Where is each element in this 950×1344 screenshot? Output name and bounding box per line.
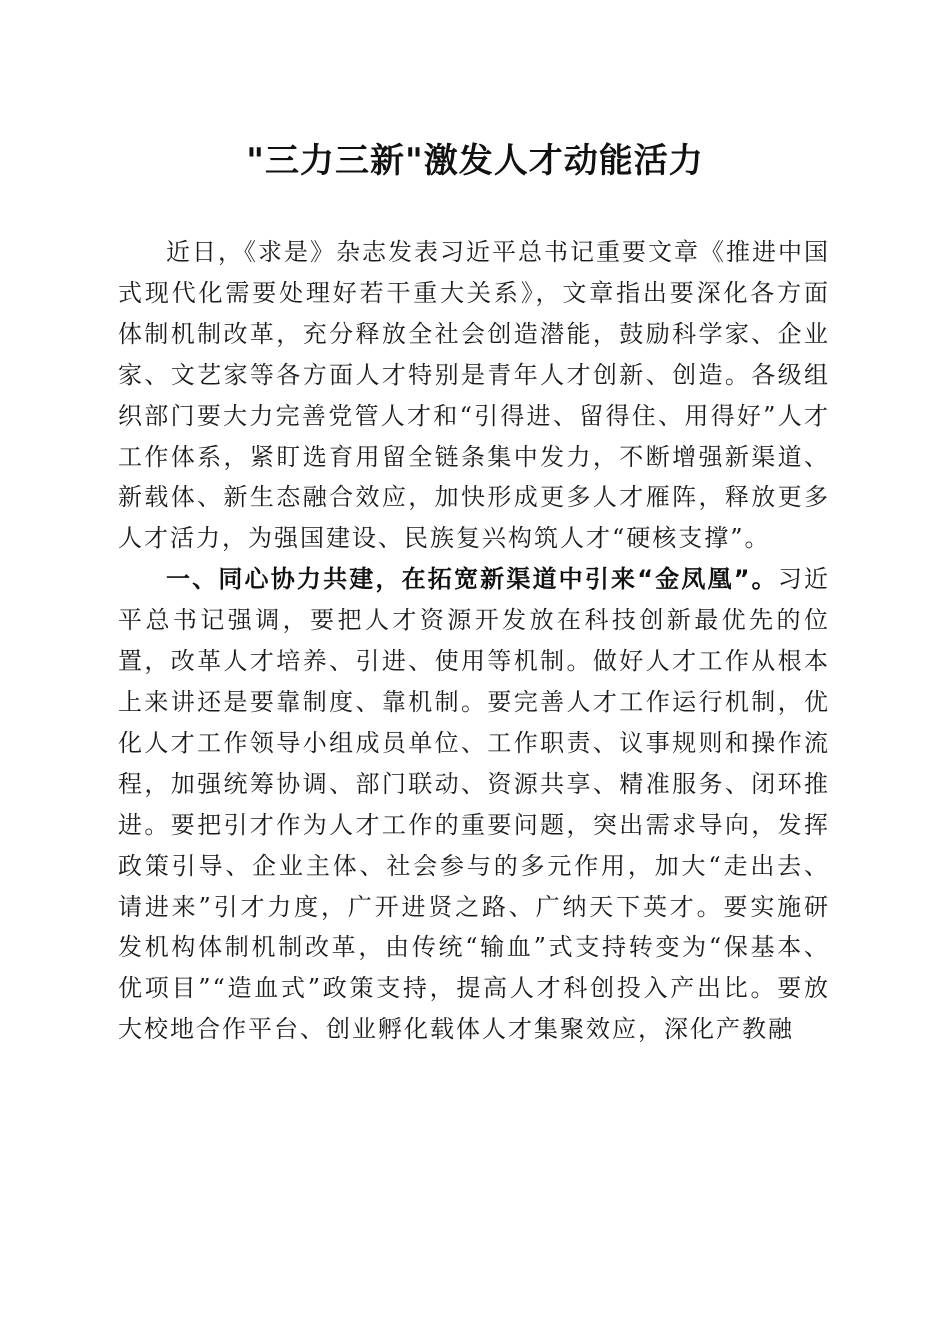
section-1-paragraph (118, 559, 830, 1050)
article-body (118, 232, 830, 1050)
intro-paragraph: 近日，《求是》杂志发表习近平总书记重要文章《推进中国式现代化需要处理好若干重大关系》，文章指出要深化各方面体制机制改革，充分释放全社会创造潜能，鼓励科学家、企业家、文艺家等各方面人才特别是青年人才创新、创造。各级组织部门要大力完善党管人才和“引得进、留得住、用得好”人才工作体系，紧盯选育用留全链条集中发力，不断增强新渠道、新载体、新生态融合效应，加快形成更多人才雁阵，释放更多人才活力，为强国建设、民族复兴构筑人才“硬核支撑”。 (118, 238, 830, 553)
section-1-text: 习近平总书记强调，要把人才资源开发放在科技创新最优先的位置，改革人才培养、引进、使用等机制。做好人才工作从根本上来讲还是要靠制度、靠机制。要完善人才工作运行机制，优化人才工作领导小组成员单位、工作职责、议事规则和操作流程，加强统筹协调、部门联动、资源共享、精准服务、闭环推进。要把引才作为人才工作的重要问题，突出需求导向，发挥政策引导、企业主体、社会参与的多元作用，加大“走出去、请进来”引才力度，广开进贤之路、广纳天下英才。要实施研发机构体制机制改革，由传统“输血”式支持转变为“保基本、优项目”“造血式”政策支持，提高人才科创投入产出比。要放大校地合作平台、创业孵化载体人才集聚效应，深化产教融 (118, 565, 831, 1044)
section-1-heading: 一、同心协力共建，在拓宽新渠道中引来“金凤凰”。 (166, 565, 778, 594)
page-title: "三力三新"激发人才动能活力 (246, 141, 704, 181)
